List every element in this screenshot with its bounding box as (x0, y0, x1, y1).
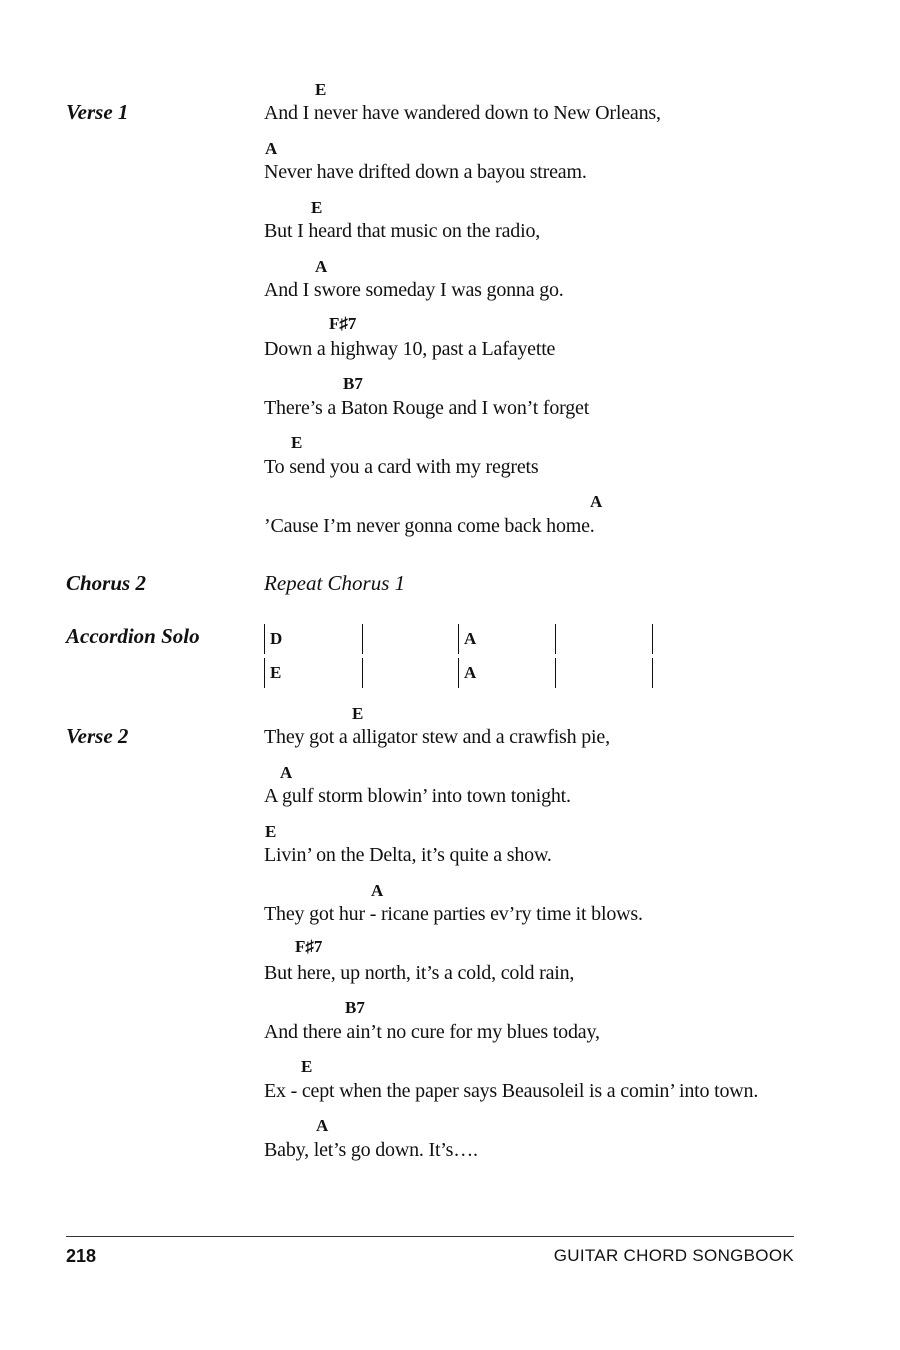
bar-chord: A (464, 629, 477, 648)
chord: E (315, 80, 327, 99)
lyric: There’s a Baton Rouge and I won’t forget (264, 397, 590, 419)
lyric: And there ain’t no cure for my blues today, (264, 1021, 600, 1043)
chord: A (590, 492, 603, 511)
footer-divider (66, 1236, 794, 1237)
bar-chord: D (270, 629, 283, 648)
bar-line (264, 658, 265, 688)
bar-line (362, 624, 363, 654)
bar-line (652, 658, 653, 688)
chord: A (315, 257, 328, 276)
chord: A (371, 881, 384, 900)
bar-line (652, 624, 653, 654)
lyric: They got a alligator stew and a crawfish pie, (264, 726, 610, 748)
lyric: But here, up north, it’s a cold, cold rain, (264, 962, 575, 984)
lyric: And I swore someday I was gonna go. (264, 279, 564, 301)
verse-2-label: Verse 2 (66, 724, 129, 748)
bar-line (458, 624, 459, 654)
chord: A (280, 763, 293, 782)
accordion-solo-label: Accordion Solo (66, 624, 200, 648)
lyric: ’Cause I’m never gonna come back home. (264, 515, 595, 537)
chord: A (265, 139, 278, 158)
lyric: But I heard that music on the radio, (264, 220, 541, 242)
chord: E (265, 822, 277, 841)
lyric: Ex - cept when the paper says Beausoleil is a comin’ into town. (264, 1080, 759, 1102)
bar-line (555, 624, 556, 654)
bar-line (458, 658, 459, 688)
chord: B7 (343, 374, 363, 393)
bar-chord: A (464, 663, 477, 682)
chord: E (291, 433, 303, 452)
lyric: They got hur - ricane parties ev’ry time it blows. (264, 903, 643, 925)
lyric: Down a highway 10, past a Lafayette (264, 338, 556, 360)
bar-chord: E (270, 663, 282, 682)
lyric: Never have drifted down a bayou stream. (264, 161, 587, 183)
bar-line (555, 658, 556, 688)
chord: F♯7 (329, 314, 357, 333)
chord: E (352, 704, 364, 723)
lyric: To send you a card with my regrets (264, 456, 539, 478)
verse-1-label: Verse 1 (66, 100, 129, 124)
lyric: Livin’ on the Delta, it’s quite a show. (264, 844, 552, 866)
lyric: Baby, let’s go down. It’s…. (264, 1139, 478, 1161)
chord: B7 (345, 998, 365, 1017)
page-number: 218 (66, 1246, 97, 1266)
chord: A (316, 1116, 329, 1135)
bar-line (362, 658, 363, 688)
repeat-chorus-text: Repeat Chorus 1 (264, 571, 406, 595)
chord: E (311, 198, 323, 217)
chord: F♯7 (295, 937, 323, 956)
chorus-2-label: Chorus 2 (66, 571, 146, 595)
chord: E (301, 1057, 313, 1076)
book-title: GUITAR CHORD SONGBOOK (553, 1246, 794, 1265)
lyric: A gulf storm blowin’ into town tonight. (264, 785, 571, 807)
bar-line (264, 624, 265, 654)
lyric: And I never have wandered down to New Orleans, (264, 102, 661, 124)
